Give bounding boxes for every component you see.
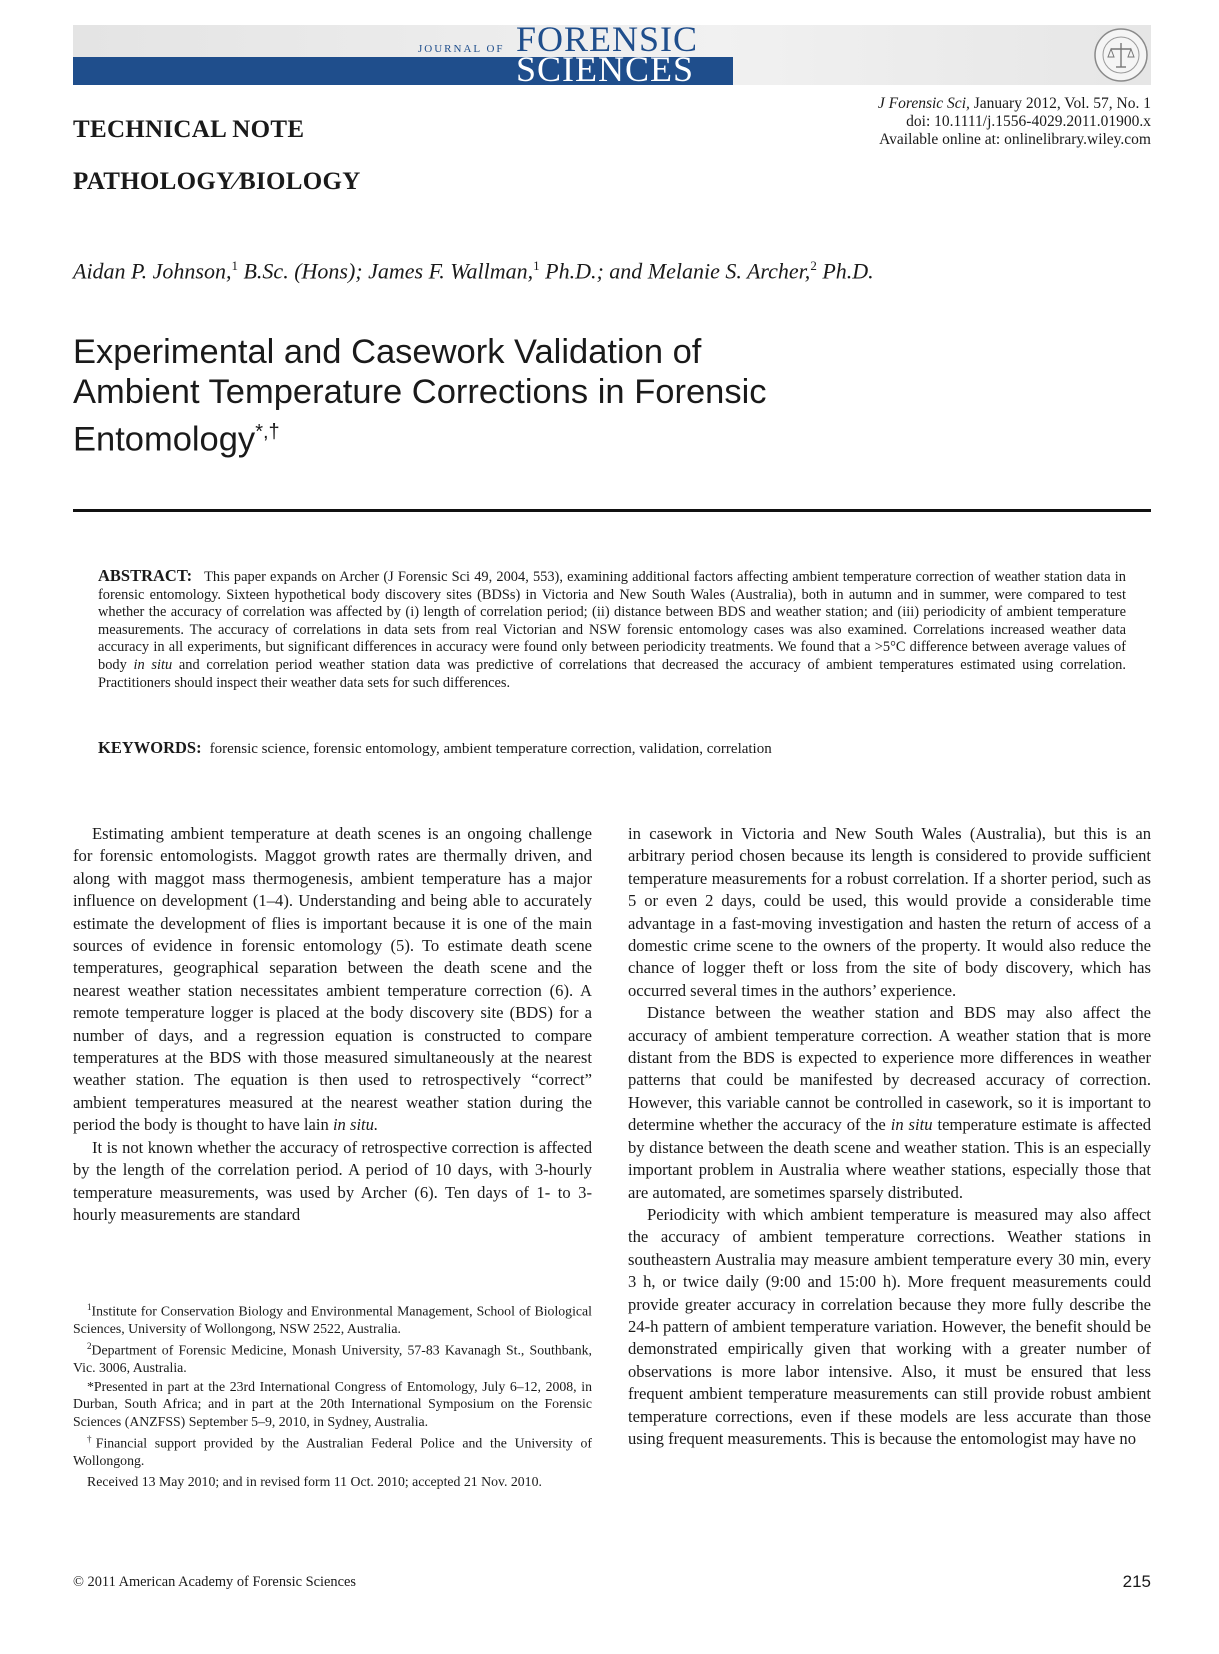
citation-online: Available online at: onlinelibrary.wiley.com (879, 131, 1151, 148)
author-affiliation: 1 (231, 258, 238, 273)
author-affiliation: 2 (810, 258, 817, 273)
author-affiliation: 1 (533, 258, 540, 273)
body-paragraph (73, 823, 592, 1137)
footnote-mark: 1 (87, 1302, 92, 1312)
body-text: Estimating ambient temperature at death scenes is an ongoing challenge for forensic entomologists. Maggot growth rates are thermally driven, and along with maggot mass thermogenesis, ambient temperature has a major influence on development (1–4). Understanding and being able to accurately estimate the development of flies is important because it is one of the main sources of evidence in forensic entomology (5). To estimate death scene temperatures, geographical separation between the death scene and the nearest weather station necessitates ambient temperature correction (6). A remote temperature logger is placed at the body discovery site (BDS) for a number of days, and a regression equation is constructed to compare temperatures at the BDS with those measured simultaneously at the nearest weather station. The equation is then used to retrospectively “correct” ambient temperatures measured at the nearest weather station during the period the body is thought to have lain (73, 824, 592, 1135)
title-line-2: Ambient Temperature Corrections in Forensic (73, 373, 767, 411)
citation-block (878, 95, 1151, 149)
author-list (73, 258, 874, 284)
body-column-right (628, 823, 1151, 1450)
body-italic: in situ. (332, 1115, 379, 1135)
citation-doi: doi: 10.1111/j.1556-4029.2011.01900.x (906, 113, 1151, 130)
abstract (98, 567, 1126, 692)
keywords (98, 738, 772, 758)
abstract-label: ABSTRACT: (98, 566, 193, 585)
title-line-1: Experimental and Casework Validation of (73, 333, 702, 371)
logo-sciences: SCIENCES (516, 49, 695, 89)
author-name: James F. Wallman, (362, 258, 534, 284)
author-degree: Ph.D. (816, 258, 874, 284)
section-type: TECHNICAL NOTE (73, 116, 305, 143)
citation-journal: J Forensic Sci, (877, 95, 970, 112)
keywords-text: forensic science, forensic entomology, ambient temperature correction, validation, correlation (209, 741, 772, 757)
body-paragraph (628, 1002, 1151, 1204)
academy-seal-icon (1093, 27, 1149, 83)
body-paragraph: Periodicity with which ambient temperature is measured may also affect the accuracy of ambient temperature corrections. Weather stations in southeastern Australia may measure ambient temperature every 30 min, every 3 h, or twice daily (9:00 and 15:00 h). More frequent measurements could provide greater accuracy in correlation because they more fully describe the 24-h pattern of ambient temperature variation. However, the benefit should be demonstrated empirically given that working with a greater number of observations is more labor intensive. Also, it must be ensured that less frequent ambient temperature measurements can still provide robust ambient temperature corrections, even if these models are less accurate than those using frequent measurements. This is because the entomologist may have no (628, 1204, 1151, 1448)
logo-journal-of: JOURNAL OF (418, 43, 505, 55)
footnote (73, 1431, 592, 1469)
abstract-italic: in situ (133, 656, 173, 673)
author-name: Aidan P. Johnson, (73, 258, 232, 284)
body-paragraph: in casework in Victoria and New South Wales (Australia), but this is an arbitrary period chosen because its length is considered to provide sufficient temperature measurements for a robust correlation. If a shorter period, such as 5 or even 2 days, could be used, this would provide a considerable time advantage in a fast-moving investigation and hasten the return of access of a domestic crime scene to the owners of the property. It would also reduce the chance of logger theft or loss from the site of body discovery, which has occurred several times in the authors’ experience. (628, 824, 1151, 1000)
citation-issue: January 2012, Vol. 57, No. 1 (969, 95, 1151, 112)
footnote-text: Department of Forensic Medicine, Monash University, 57-83 Kavanagh St., Southbank, Vic. 3006, Australia. (73, 1343, 592, 1376)
footnote-text: Institute for Conservation Biology and Environmental Management, School of Biological Sciences, University of Wollongong, NSW 2522, Australia. (73, 1303, 592, 1336)
copyright: © 2011 American Academy of Forensic Sciences (73, 1574, 356, 1590)
footnote-mark: 2 (87, 1341, 92, 1352)
body-text: Distance between the weather station and BDS may also affect the accuracy of ambient temperature correction. A weather station that is more distant from the BDS is expected to experience more differences in weather patterns that could be manifested by decreased accuracy of correction. However, this variable cannot be controlled in casework, so it is important to determine whether the accuracy of the (628, 1003, 1151, 1135)
body-paragraph: It is not known whether the accuracy of retrospective correction is affected by the length of the correlation period. A period of 10 days, with 3-hourly temperature measurements, was used by Archer (6). Ten days of 1- to 3-hourly measurements are standard (73, 1137, 592, 1224)
received-dates: Received 13 May 2010; and in revised form 11 Oct. 2010; accepted 21 Nov. 2010. (87, 1474, 542, 1490)
footnote-mark: † (87, 1434, 96, 1445)
footnote (73, 1338, 592, 1376)
page-number: 215 (1122, 1572, 1151, 1591)
title-divider (73, 509, 1151, 512)
footnotes (73, 1299, 592, 1492)
title-line-3: Entomology (73, 420, 256, 459)
section-topic: PATHOLOGY⁄BIOLOGY (73, 168, 361, 195)
footnote (73, 1299, 592, 1337)
author-name: Melanie S. Archer, (642, 258, 811, 284)
author-degree: B.Sc. (Hons); (237, 258, 363, 284)
footnote: *Presented in part at the 23rd International Congress of Entomology, July 6–12, 2008, in Durban, South Africa; and in part at the 20th International Symposium on the Forensic Sciences (ANZFSS) September 5–9, 2010, in Sydney, Australia. (73, 1378, 592, 1429)
body-column-left (73, 823, 592, 1226)
body-italic: in situ (890, 1115, 933, 1135)
title-footnote-marks: *,† (255, 421, 280, 443)
paper-title (73, 332, 973, 460)
journal-logo (418, 19, 734, 89)
abstract-text: This paper expands on Archer (J Forensic Sci 49, 2004, 553), examining additional factors affecting ambient temperature correction of weather station data in forensic entomology. Sixteen hypothetical body discovery sites (BDSs) in Victoria and New South Wales (Australia), both in autumn and in summer, were compared to test whether the accuracy of correlation was affected by (i) length of correlation period; (ii) distance between BDS and weather station; and (iii) periodicity of ambient temperature measurements. The accuracy of correlations in data sets from real Victorian and NSW forensic entomology cases was also examined. Correlations increased weather data accuracy in all experiments, but significant differences in accuracy were found only between periodicity treatments. We found that a >5°C difference between average values of body (98, 569, 1126, 673)
logo-forensic: FORENSIC (516, 19, 699, 59)
body-text: temperature estimate is affected by distance between the death scene and weather station. This is an especially important problem in Australia where weather stations, especially those that are automated, are sometimes sparsely distributed. (628, 1115, 1152, 1202)
keywords-label: KEYWORDS: (98, 738, 202, 757)
footnote-text: Financial support provided by the Australian Federal Police and the University of Wollongong. (73, 1435, 593, 1469)
abstract-text-end: and correlation period weather station data was predictive of correlations that decreased the accuracy of ambient temperatures estimated using correlation. Practitioners should inspect their weather data sets for such differences. (98, 656, 1126, 691)
author-degree: Ph.D.; and (539, 258, 643, 284)
